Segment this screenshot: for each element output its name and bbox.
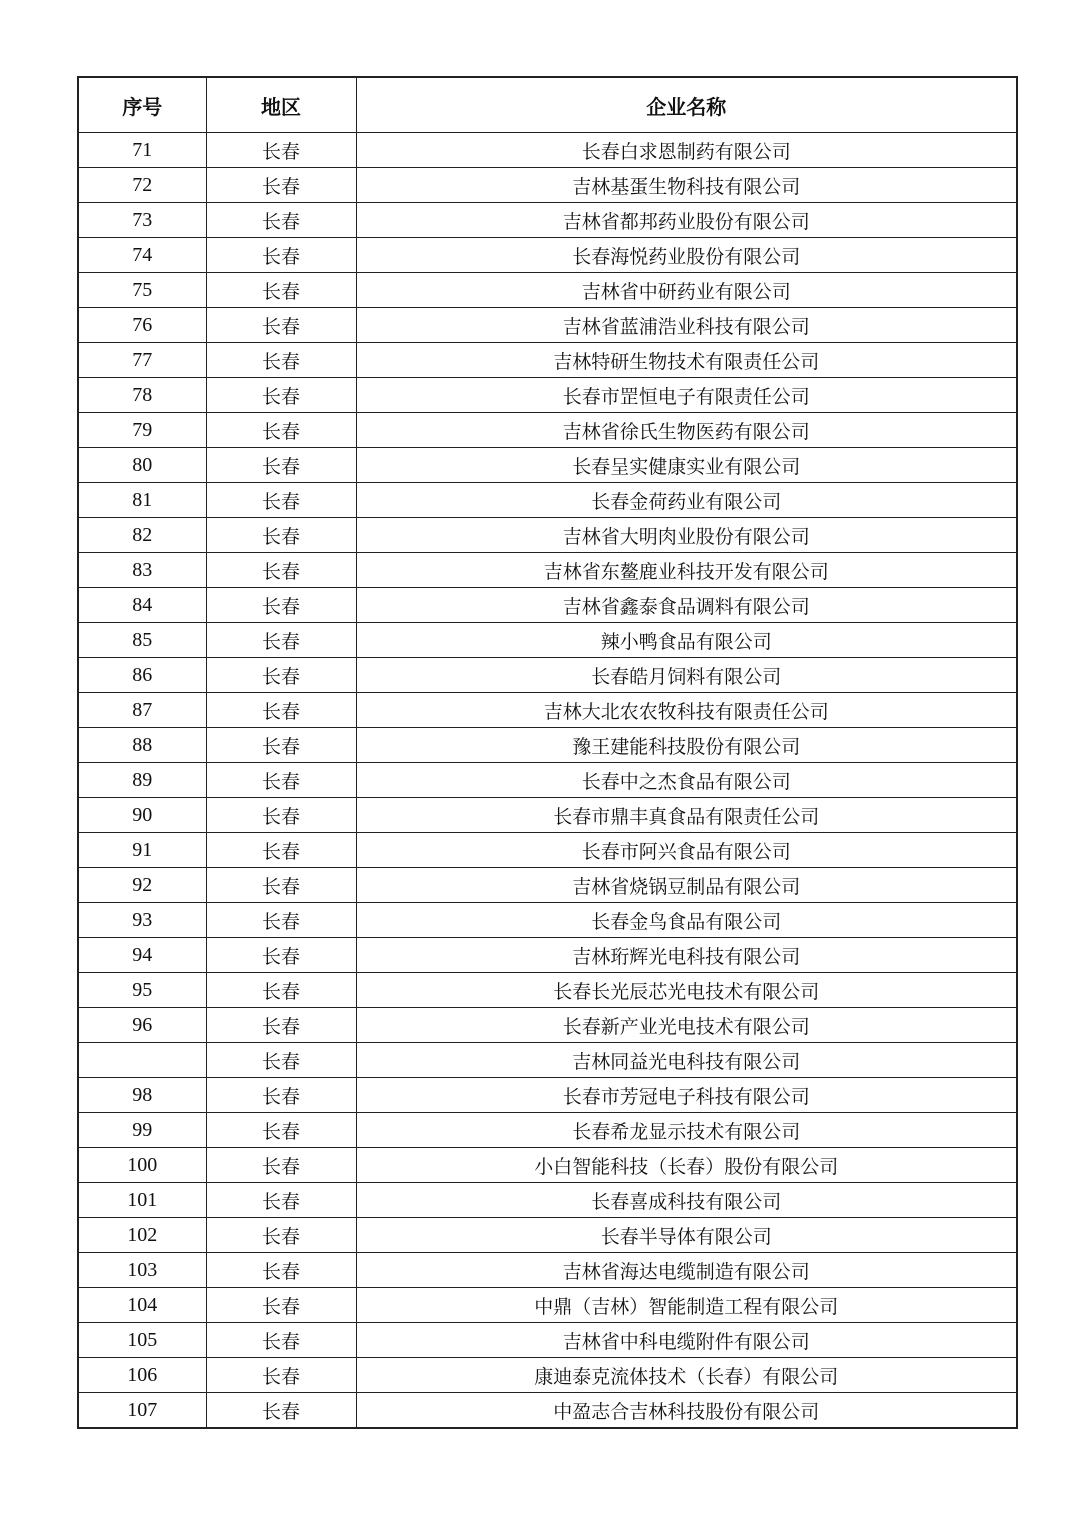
company-name-cell: 长春市鼎丰真食品有限责任公司	[356, 798, 1017, 833]
index-cell: 105	[78, 1323, 206, 1358]
index-cell: 95	[78, 973, 206, 1008]
region-cell: 长春	[206, 343, 356, 378]
company-name-cell: 吉林省都邦药业股份有限公司	[356, 203, 1017, 238]
company-name-cell: 吉林省中科电缆附件有限公司	[356, 1323, 1017, 1358]
company-list-table-container	[77, 76, 1016, 1429]
region-cell: 长春	[206, 273, 356, 308]
table-row	[78, 728, 1017, 763]
company-name-cell: 吉林省东鳌鹿业科技开发有限公司	[356, 553, 1017, 588]
region-cell: 长春	[206, 1358, 356, 1393]
table-row	[78, 203, 1017, 238]
company-name-cell: 吉林省蓝浦浩业科技有限公司	[356, 308, 1017, 343]
index-cell: 101	[78, 1183, 206, 1218]
index-cell	[78, 1043, 206, 1078]
table-row	[78, 658, 1017, 693]
company-name-cell: 辣小鸭食品有限公司	[356, 623, 1017, 658]
index-cell: 103	[78, 1253, 206, 1288]
company-name-cell: 中鼎（吉林）智能制造工程有限公司	[356, 1288, 1017, 1323]
table-row	[78, 553, 1017, 588]
company-name-cell: 吉林省徐氏生物医药有限公司	[356, 413, 1017, 448]
company-name-cell: 吉林省中研药业有限公司	[356, 273, 1017, 308]
index-cell: 85	[78, 623, 206, 658]
company-name-cell: 长春皓月饲料有限公司	[356, 658, 1017, 693]
index-cell: 77	[78, 343, 206, 378]
index-cell: 73	[78, 203, 206, 238]
region-cell: 长春	[206, 518, 356, 553]
header-region: 地区	[206, 77, 356, 133]
table-row	[78, 1183, 1017, 1218]
company-list-table	[77, 76, 1018, 1429]
region-cell: 长春	[206, 133, 356, 168]
index-cell: 96	[78, 1008, 206, 1043]
table-row	[78, 588, 1017, 623]
table-row	[78, 1253, 1017, 1288]
index-cell: 83	[78, 553, 206, 588]
index-cell: 87	[78, 693, 206, 728]
company-name-cell: 长春市阿兴食品有限公司	[356, 833, 1017, 868]
table-row	[78, 1218, 1017, 1253]
company-name-cell: 长春半导体有限公司	[356, 1218, 1017, 1253]
region-cell: 长春	[206, 588, 356, 623]
index-cell: 74	[78, 238, 206, 273]
company-name-cell: 长春呈实健康实业有限公司	[356, 448, 1017, 483]
table-body	[78, 133, 1017, 1429]
table-row	[78, 1288, 1017, 1323]
region-cell: 长春	[206, 1218, 356, 1253]
index-cell: 78	[78, 378, 206, 413]
region-cell: 长春	[206, 448, 356, 483]
region-cell: 长春	[206, 1043, 356, 1078]
company-name-cell: 长春金荷药业有限公司	[356, 483, 1017, 518]
index-cell: 75	[78, 273, 206, 308]
table-row	[78, 1393, 1017, 1429]
table-row	[78, 623, 1017, 658]
table-row	[78, 168, 1017, 203]
index-cell: 80	[78, 448, 206, 483]
company-name-cell: 吉林省鑫泰食品调料有限公司	[356, 588, 1017, 623]
region-cell: 长春	[206, 973, 356, 1008]
index-cell: 98	[78, 1078, 206, 1113]
region-cell: 长春	[206, 553, 356, 588]
index-cell: 99	[78, 1113, 206, 1148]
company-name-cell: 吉林省大明肉业股份有限公司	[356, 518, 1017, 553]
region-cell: 长春	[206, 623, 356, 658]
region-cell: 长春	[206, 693, 356, 728]
company-name-cell: 长春新产业光电技术有限公司	[356, 1008, 1017, 1043]
region-cell: 长春	[206, 413, 356, 448]
table-row	[78, 343, 1017, 378]
company-name-cell: 长春白求恩制药有限公司	[356, 133, 1017, 168]
company-name-cell: 长春金鸟食品有限公司	[356, 903, 1017, 938]
company-name-cell: 长春长光辰芯光电技术有限公司	[356, 973, 1017, 1008]
region-cell: 长春	[206, 833, 356, 868]
index-cell: 107	[78, 1393, 206, 1429]
region-cell: 长春	[206, 1288, 356, 1323]
table-row	[78, 868, 1017, 903]
table-row	[78, 483, 1017, 518]
table-row	[78, 413, 1017, 448]
region-cell: 长春	[206, 903, 356, 938]
company-name-cell: 吉林基蛋生物科技有限公司	[356, 168, 1017, 203]
table-row	[78, 378, 1017, 413]
table-row	[78, 273, 1017, 308]
index-cell: 90	[78, 798, 206, 833]
index-cell: 88	[78, 728, 206, 763]
index-cell: 91	[78, 833, 206, 868]
region-cell: 长春	[206, 1323, 356, 1358]
table-row	[78, 1078, 1017, 1113]
index-cell: 92	[78, 868, 206, 903]
table-row	[78, 798, 1017, 833]
region-cell: 长春	[206, 938, 356, 973]
header-index: 序号	[78, 77, 206, 133]
region-cell: 长春	[206, 1183, 356, 1218]
index-cell: 104	[78, 1288, 206, 1323]
region-cell: 长春	[206, 308, 356, 343]
table-row	[78, 1008, 1017, 1043]
index-cell: 82	[78, 518, 206, 553]
table-row	[78, 308, 1017, 343]
index-cell: 89	[78, 763, 206, 798]
region-cell: 长春	[206, 1148, 356, 1183]
region-cell: 长春	[206, 1078, 356, 1113]
region-cell: 长春	[206, 868, 356, 903]
company-name-cell: 长春喜成科技有限公司	[356, 1183, 1017, 1218]
table-row	[78, 518, 1017, 553]
company-name-cell: 吉林省烧锅豆制品有限公司	[356, 868, 1017, 903]
region-cell: 长春	[206, 1113, 356, 1148]
company-name-cell: 小白智能科技（长春）股份有限公司	[356, 1148, 1017, 1183]
company-name-cell: 长春市罡恒电子有限责任公司	[356, 378, 1017, 413]
table-row	[78, 1358, 1017, 1393]
index-cell: 86	[78, 658, 206, 693]
table-row	[78, 1323, 1017, 1358]
index-cell: 72	[78, 168, 206, 203]
index-cell: 94	[78, 938, 206, 973]
region-cell: 长春	[206, 168, 356, 203]
company-name-cell: 长春市芳冠电子科技有限公司	[356, 1078, 1017, 1113]
region-cell: 长春	[206, 798, 356, 833]
region-cell: 长春	[206, 1253, 356, 1288]
company-name-cell: 长春希龙显示技术有限公司	[356, 1113, 1017, 1148]
company-name-cell: 康迪泰克流体技术（长春）有限公司	[356, 1358, 1017, 1393]
index-cell: 79	[78, 413, 206, 448]
region-cell: 长春	[206, 658, 356, 693]
company-name-cell: 吉林同益光电科技有限公司	[356, 1043, 1017, 1078]
region-cell: 长春	[206, 238, 356, 273]
company-name-cell: 吉林特研生物技术有限责任公司	[356, 343, 1017, 378]
table-header	[78, 77, 1017, 133]
header-company: 企业名称	[356, 77, 1017, 133]
index-cell: 81	[78, 483, 206, 518]
index-cell: 106	[78, 1358, 206, 1393]
table-row	[78, 1043, 1017, 1078]
table-row	[78, 693, 1017, 728]
table-row	[78, 448, 1017, 483]
region-cell: 长春	[206, 1008, 356, 1043]
region-cell: 长春	[206, 378, 356, 413]
table-row	[78, 903, 1017, 938]
region-cell: 长春	[206, 763, 356, 798]
company-name-cell: 长春中之杰食品有限公司	[356, 763, 1017, 798]
table-row	[78, 763, 1017, 798]
company-name-cell: 长春海悦药业股份有限公司	[356, 238, 1017, 273]
index-cell: 76	[78, 308, 206, 343]
company-name-cell: 豫王建能科技股份有限公司	[356, 728, 1017, 763]
table-row	[78, 938, 1017, 973]
table-row	[78, 973, 1017, 1008]
table-row	[78, 1113, 1017, 1148]
region-cell: 长春	[206, 728, 356, 763]
company-name-cell: 中盈志合吉林科技股份有限公司	[356, 1393, 1017, 1429]
table-row	[78, 833, 1017, 868]
table-row	[78, 1148, 1017, 1183]
company-name-cell: 吉林大北农农牧科技有限责任公司	[356, 693, 1017, 728]
index-cell: 84	[78, 588, 206, 623]
index-cell: 71	[78, 133, 206, 168]
table-row	[78, 133, 1017, 168]
header-row	[78, 77, 1017, 133]
index-cell: 102	[78, 1218, 206, 1253]
region-cell: 长春	[206, 483, 356, 518]
company-name-cell: 吉林省海达电缆制造有限公司	[356, 1253, 1017, 1288]
index-cell: 100	[78, 1148, 206, 1183]
region-cell: 长春	[206, 203, 356, 238]
index-cell: 93	[78, 903, 206, 938]
table-row	[78, 238, 1017, 273]
region-cell: 长春	[206, 1393, 356, 1429]
company-name-cell: 吉林珩辉光电科技有限公司	[356, 938, 1017, 973]
